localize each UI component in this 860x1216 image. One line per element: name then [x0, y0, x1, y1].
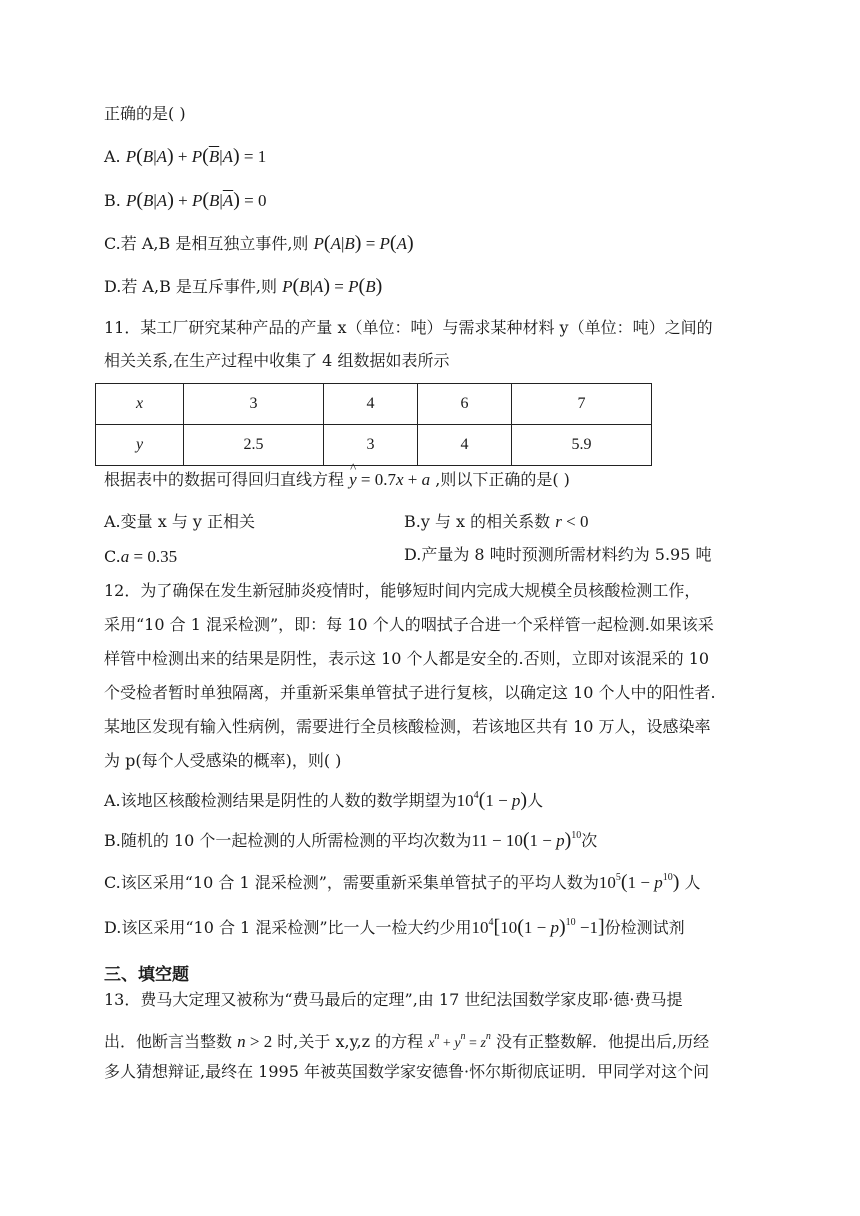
q10-option-c: C.若 A,B 是相互独立事件,则 P(A|B) = P(A): [104, 232, 414, 254]
table-cell: 2.5: [184, 425, 324, 466]
q12-stem-line: 个受检者暂时单独隔离，并重新采集单管拭子进行复核，以确定这 10 个人中的阳性者.: [104, 683, 716, 702]
q11-stem-line-1: 11．某工厂研究某种产品的产量 x（单位：吨）与需求某种材料 y（单位：吨）之间的: [104, 318, 713, 337]
q13-line-1: 13．费马大定理又被称为“费马最后的定理”,由 17 世纪法国数学家皮耶·德·费马提: [104, 990, 683, 1009]
q11-option-a: A.变量 x 与 y 正相关: [104, 512, 256, 531]
q10-option-d-formula: P(B|A) = P(B): [282, 275, 383, 297]
q11-option-d: D.产量为 8 吨时预测所需材料约为 5.95 吨: [404, 545, 712, 564]
table-cell: 7: [512, 384, 652, 425]
q10-option-d: D.若 A,B 是互斥事件,则 P(B|A) = P(B): [104, 275, 383, 297]
q10-option-b: B. $P(B|A) + P(B|\overline{A}) = 0$: [104, 189, 267, 211]
q12-stem-line: 采用“10 合 1 混采检测”，即：每 10 个人的咽拭子合进一个采样管一起检测.如果该采: [104, 615, 714, 634]
table-cell: x: [96, 384, 184, 425]
q10-option-a-formula: $P(B|A) + P(\overline{B}|A) = 1$: [125, 145, 267, 167]
table-cell: 3: [184, 384, 324, 425]
q12-option-c: C.该区采用“10 合 1 混采检测”，需要重新采集单管拭子的平均人数为$10^5(1 - p^{10})$ 人: [104, 871, 701, 893]
table-cell: y: [96, 425, 184, 466]
q12-option-a: A.该地区核酸检测结果是阴性的人数的数学期望为$10^4(1 - p)$人: [104, 789, 544, 811]
q10-option-b-formula: $P(B|A) + P(B|\overline{A}) = 0$: [125, 189, 267, 211]
question-intro: 正确的是( ): [104, 104, 186, 123]
q10-option-c-formula: P(A|B) = P(A): [313, 232, 414, 254]
table-cell: 3: [324, 425, 418, 466]
q12-stem-line: 样管中检测出来的结果是阴性，表示这 10 个人都是安全的.否则，立即对该混采的 10: [104, 649, 710, 668]
table-row-x: [96, 384, 652, 425]
q10-option-a: A. $P(B|A) + P(\overline{B}|A) = 1$: [104, 145, 267, 167]
q12-stem-line: 为 p(每个人受感染的概率)，则( ): [104, 751, 342, 770]
table-cell: 6: [418, 384, 512, 425]
q11-option-c: C.a = 0.35: [104, 547, 178, 566]
regression-equation: ^ y = 0.7x + a: [349, 470, 430, 489]
table-cell: 4: [418, 425, 512, 466]
section-heading: 三、填空题: [104, 965, 189, 985]
q11-data-table: [95, 383, 652, 466]
q11-stem-line-2: 相关关系,在生产过程中收集了 4 组数据如表所示: [104, 351, 450, 370]
table-row-y: [96, 425, 652, 466]
q11-option-b: B.y 与 x 的相关系数 r < 0: [404, 512, 589, 531]
table-cell: 4: [324, 384, 418, 425]
q13-line-2: 出．他断言当整数 n > 2 时,关于 x,y,z 的方程 $x^n + y^n = z^n$ 没有正整数解．他提出后,历经: [104, 1031, 710, 1051]
table-cell: 5.9: [512, 425, 652, 466]
q12-option-d: D.该区采用“10 合 1 混采检测”比一人一检大约少用$10^4[10(1 - p)^{10} -1]$份检测试剂: [104, 916, 685, 938]
q12-stem-line: 某地区发现有输入性病例，需要进行全员核酸检测，若该地区共有 10 万人，设感染率: [104, 717, 711, 736]
q13-line-3: 多人猜想辩证,最终在 1995 年被英国数学家安德鲁·怀尔斯彻底证明．甲同学对这个问: [104, 1062, 710, 1081]
q11-regression-line: 根据表中的数据可得回归直线方程 ^ y = 0.7x + a ,则以下正确的是( ): [104, 469, 570, 491]
q12-stem-line: 12．为了确保在发生新冠肺炎疫情时，能够短时间内完成大规模全员核酸检测工作，: [104, 581, 701, 600]
q12-option-b: B.随机的 10 个一起检测的人所需检测的平均次数为$11 - 10(1 - p)^{10}$次: [104, 829, 598, 851]
